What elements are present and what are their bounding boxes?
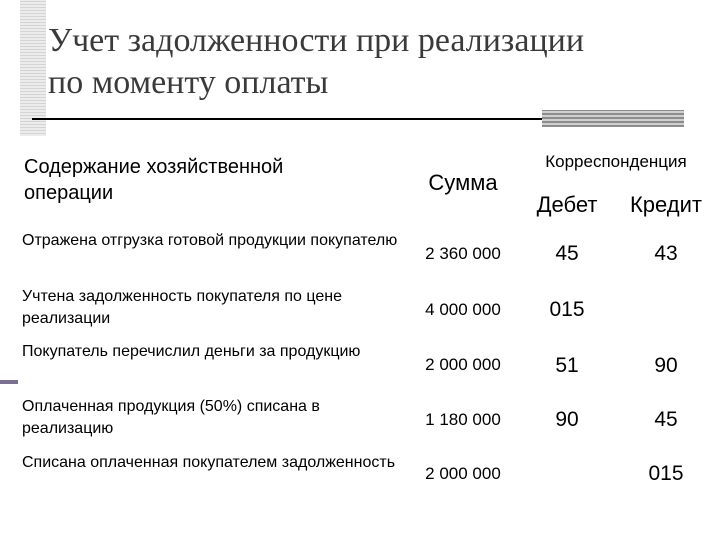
row-1-operation: Отражена отгрузка готовой продукции покупателю — [22, 232, 398, 249]
header-amount: Сумма — [428, 170, 498, 195]
row-3-operation: Покупатель перечислил деньги за продукцию — [22, 343, 361, 360]
slide-title — [48, 20, 698, 104]
slide-title-line-1: Учет задолженности при реализации — [48, 22, 585, 59]
row-5-operation: Списана оплаченная покупателем задолженность — [22, 454, 396, 471]
row-4-debit: 90 — [555, 408, 579, 431]
row-4-operation: Оплаченная продукция (50%) списана в реализацию — [22, 398, 320, 437]
row-2-amount: 4 000 000 — [425, 300, 501, 319]
row-3-amount: 2 000 000 — [425, 355, 501, 374]
header-operation: Содержание хозяйственной операции — [24, 156, 284, 204]
row-3-debit: 51 — [555, 354, 579, 377]
row-1-debit: 45 — [555, 242, 579, 265]
row-5-amount: 2 000 000 — [425, 464, 501, 483]
header-correspondence: Корреспонденция — [545, 152, 687, 171]
header-debit: Дебет — [536, 192, 598, 217]
row-4-credit: 45 — [654, 408, 678, 431]
row-1-credit: 43 — [654, 242, 678, 265]
row-4-amount: 1 180 000 — [425, 410, 501, 429]
slide-title-line-2: по моменту оплаты — [48, 64, 329, 101]
row-2-operation: Учтена задолженность покупателя по цене реализации — [22, 288, 342, 327]
row-1-amount: 2 360 000 — [425, 244, 501, 263]
header-credit: Кредит — [629, 192, 702, 217]
row-5-credit: 015 — [648, 462, 684, 485]
title-rule-decoration — [542, 110, 684, 127]
accounting-table — [18, 136, 714, 500]
row-2-debit: 015 — [549, 298, 585, 321]
row-3-credit: 90 — [654, 354, 678, 377]
